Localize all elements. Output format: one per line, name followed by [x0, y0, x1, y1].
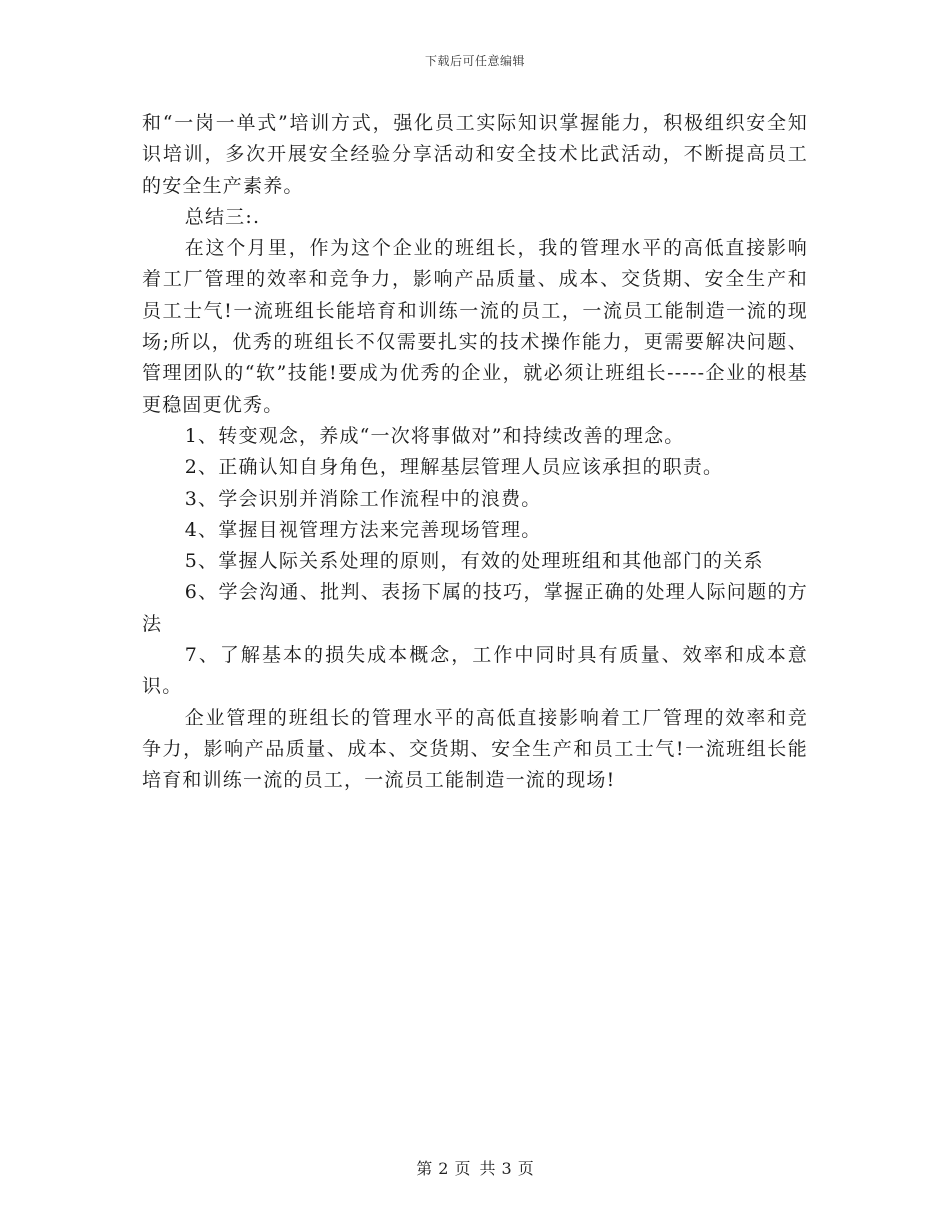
list-item: 7、了解基本的损失成本概念，工作中同时具有质量、效率和成本意识。 — [142, 644, 808, 698]
list-item: 1、转变观念，养成“一次将事做对”和持续改善的理念。 — [184, 424, 685, 447]
list-item: 4、掌握目视管理方法来完善现场管理。 — [184, 518, 542, 541]
page-label-prefix: 第 — [416, 1159, 433, 1178]
paragraph: 和“一岗一单式”培训方式，强化员工实际知识掌握能力，积极组织安全知识培训，多次开展安全经验分享活动和安全技术比武活动，不断提高员工的安全生产素养。 — [142, 112, 808, 197]
page-header: 下载后可任意编辑 — [424, 54, 525, 68]
current-page-number: 2 — [438, 1159, 449, 1178]
list-item: 2、正确认知自身角色，理解基层管理人员应该承担的职责。 — [184, 456, 724, 479]
list-item: 6、学会沟通、批判、表扬下属的技巧，掌握正确的处理人际问题的方法 — [142, 581, 808, 635]
section-heading: 总结三:. — [184, 205, 261, 228]
total-pages-number: 3 — [501, 1159, 512, 1178]
list-item: 5、掌握人际关系处理的原则，有效的处理班组和其他部门的关系 — [184, 550, 764, 573]
paragraph: 在这个月里，作为这个企业的班组长，我的管理水平的高低直接影响着工厂管理的效率和竞争力，影响产品质量、成本、交货期、安全生产和员工士气!一流班组长能培育和训练一流的员工，一流员工能制造一流的现场;所以，优秀的班组长不仅需要扎实的技术操作能力，更需要解决问题、管理团队的“软”技能!要成为优秀的企业，就必须让班组长-----企业的根基更稳固更优秀。 — [142, 237, 808, 416]
page-footer — [0, 1156, 950, 1179]
page-label-mid: 页 共 — [454, 1159, 496, 1178]
page-label-suffix: 页 — [517, 1159, 534, 1178]
document-body — [142, 108, 808, 797]
list-item: 3、学会识别并消除工作流程中的浪费。 — [184, 487, 542, 510]
paragraph: 企业管理的班组长的管理水平的高低直接影响着工厂管理的效率和竞争力，影响产品质量、成本、交货期、安全生产和员工士气!一流班组长能培育和训练一流的员工，一流员工能制造一流的现场! — [142, 706, 808, 792]
